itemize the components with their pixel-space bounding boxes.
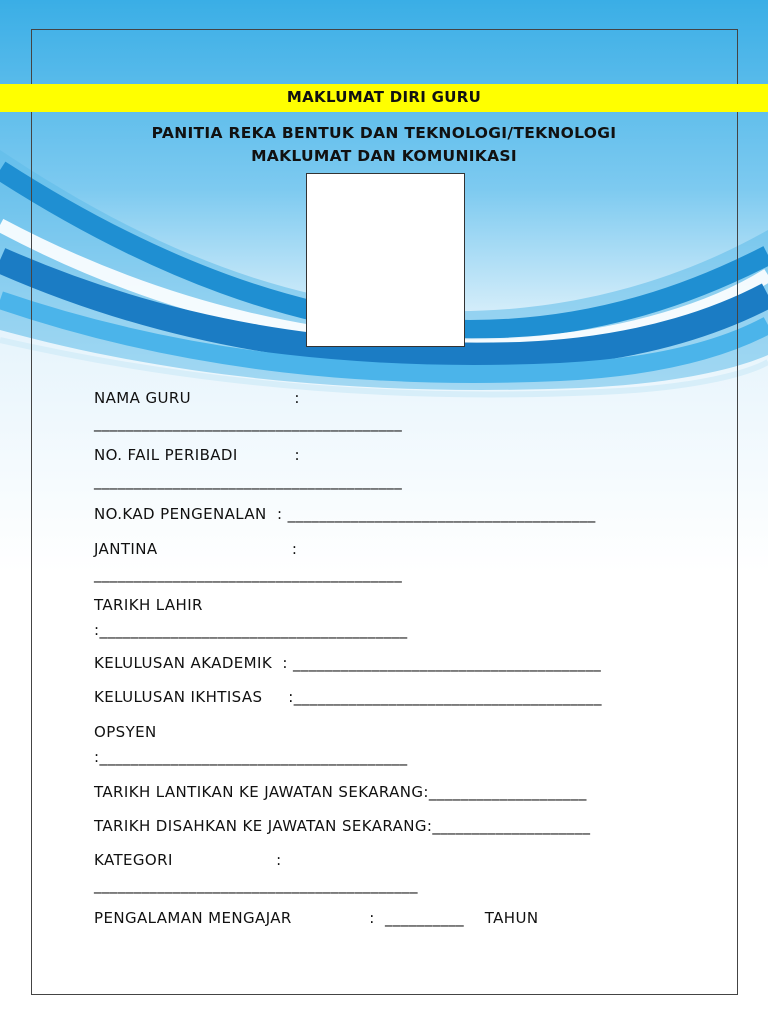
field-kelulusan-ikhtisas[interactable]: KELULUSAN IKHTISAS :_______________________________________: [94, 688, 602, 706]
form-subtitle: [0, 122, 768, 168]
label-kategori: KATEGORI :: [94, 851, 282, 869]
photo-box[interactable]: [306, 173, 465, 347]
subtitle-line-2: MAKLUMAT DAN KOMUNIKASI: [251, 147, 517, 165]
field-no-fail[interactable]: _______________________________________: [94, 472, 403, 490]
field-opsyen[interactable]: :_______________________________________: [94, 748, 408, 766]
field-jantina[interactable]: _______________________________________: [94, 565, 403, 583]
field-tarikh-disahkan[interactable]: TARIKH DISAHKAN KE JAWATAN SEKARANG:____________________: [94, 817, 591, 835]
field-tarikh-lahir[interactable]: :_______________________________________: [94, 621, 408, 639]
form-title: MAKLUMAT DIRI GURU: [286, 88, 482, 106]
field-no-kad[interactable]: NO.KAD PENGENALAN : _______________________________________: [94, 505, 596, 523]
label-tarikh-lahir: TARIKH LAHIR: [94, 596, 203, 614]
label-opsyen: OPSYEN: [94, 723, 157, 741]
field-tarikh-lantikan[interactable]: TARIKH LANTIKAN KE JAWATAN SEKARANG:____________________: [94, 783, 587, 801]
subtitle-line-1: PANITIA REKA BENTUK DAN TEKNOLOGI/TEKNOLOGI: [151, 124, 617, 142]
label-nama-guru: NAMA GURU :: [94, 389, 300, 407]
field-pengalaman-mengajar[interactable]: PENGALAMAN MENGAJAR : __________ TAHUN: [94, 909, 539, 927]
field-nama-guru[interactable]: _______________________________________: [94, 414, 403, 432]
label-no-fail: NO. FAIL PERIBADI :: [94, 446, 301, 464]
field-kelulusan-akademik[interactable]: KELULUSAN AKADEMIK : _______________________________________: [94, 654, 602, 672]
label-jantina: JANTINA :: [94, 540, 298, 558]
field-kategori[interactable]: _________________________________________: [94, 876, 418, 894]
